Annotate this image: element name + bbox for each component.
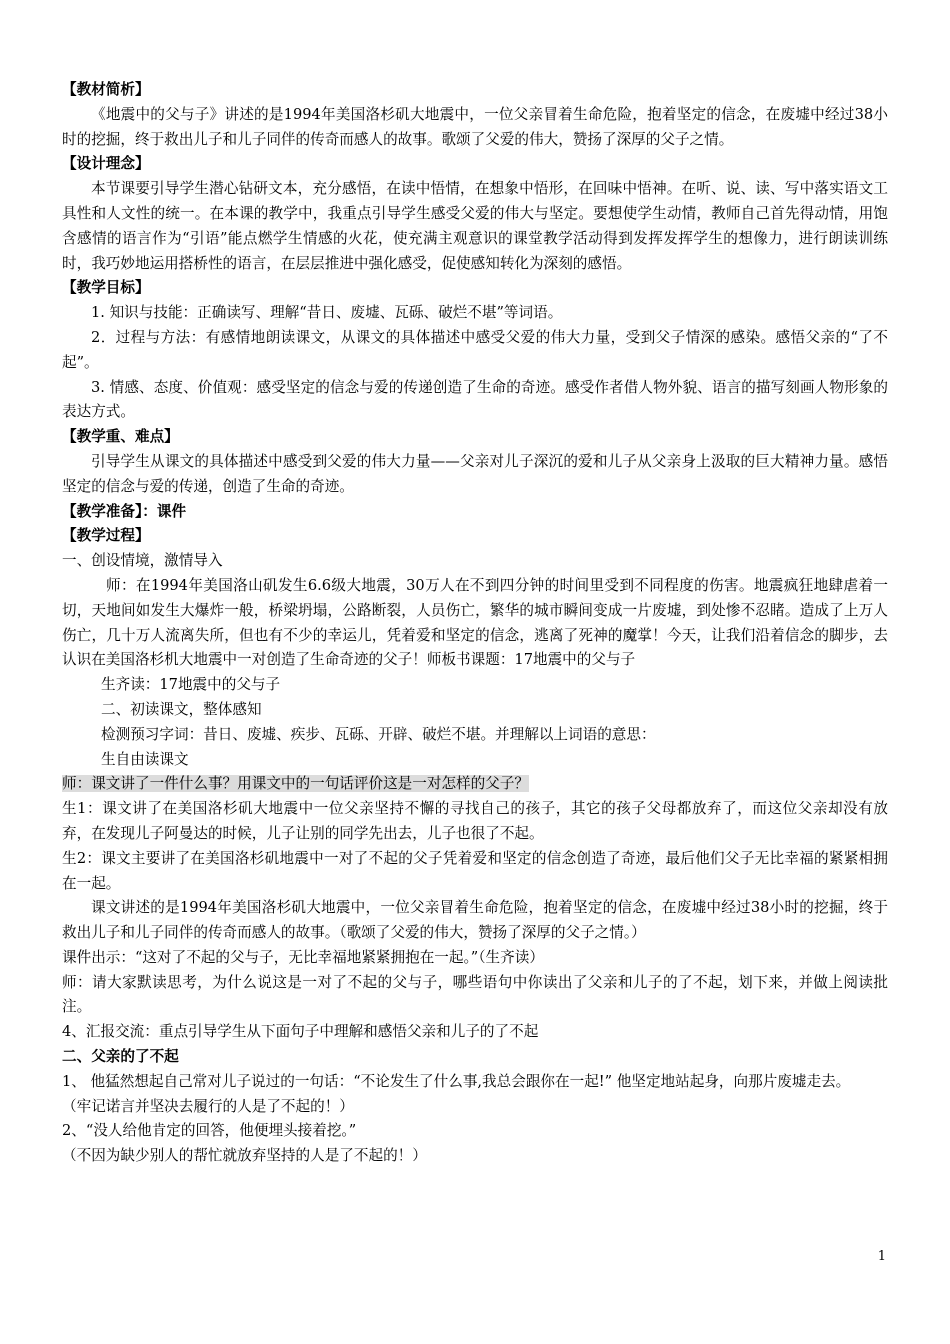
teacher-question-line xyxy=(62,772,888,797)
step-1-heading: 一、创设情境，激情导入 xyxy=(62,552,223,570)
teaching-goal-3: 3. 情感、态度、价值观：感受坚定的信念与爱的传递创造了生命的奇迹。感受作者借人物外貌、语言的描写刻画人物形象的表达方式。 xyxy=(62,378,888,421)
step-1-paragraph: 师：在1994年美国洛山矶发生6.6级大地震，30万人在不到四分钟的时间里受到不同程度的伤害。地震疯狂地肆虐着一切，天地间如发生大爆炸一般，桥梁坍塌，公路断裂，人员伤亡，繁华的城市瞬间变成一片废墟，到处惨不忍睹。造成了上万人伤亡，几十万人流离失所，但也有不少的幸运儿，凭着爱和坚定的信念，逃离了死神的魔掌！今天，让我们沿着信念的脚步，去认识在美国洛杉机大地震中一对创造了生命奇迹的父子！师板书课题：17地震中的父与子 xyxy=(62,576,888,669)
section-title-preparation: 【教学准备】：课件 xyxy=(62,502,187,520)
section-title-key-points: 【教学重、难点】 xyxy=(62,428,179,446)
read-all-line: 生齐读：17地震中的父与子 xyxy=(101,676,281,694)
section-title-textbook-analysis: 【教材简析】 xyxy=(62,81,150,98)
preview-words-line: 检测预习字词：昔日、废墟、疾步、瓦砾、开辟、破烂不堪。并理解以上词语的意思： xyxy=(101,725,656,743)
design-concept-paragraph: 本节课要引导学生潜心钻研文本，充分感悟，在读中悟情，在想象中悟形，在回味中悟神。在听、说、读、写中落实语文工具性和人文性的统一。在本课的教学中，我重点引导学生感受父爱的伟大与坚定。要想使学生动情，教师自己首先得动情，用饱含感情的语言作为“引语”能点燃学生情感的火花，使充满主观意识的课堂教学活动得到发挥发挥学生的想像力，进行朗读训练时，我巧妙地运用搭桥性的语言，在层层推进中强化感受，促使感知转化为深刻的感悟。 xyxy=(62,180,888,272)
page-number: 1 xyxy=(877,1249,886,1264)
student-1-answer: 生1：课文讲了在美国洛杉矶大地震中一位父亲坚持不懈的寻找自己的孩子，其它的孩子父母都放弃了，而这位父亲却没有放弃，在发现儿子阿曼达的时候，儿子让别的同学先出去，儿子也很了不起。 xyxy=(62,800,888,842)
part-2-title: 二、父亲的了不起 xyxy=(62,1048,179,1066)
summary-paragraph: 课文讲述的是1994年美国洛杉矶大地震中，一位父亲冒着生命危险，抱着坚定的信念，在废墟中经过38小时的挖掘，终于救出儿子和儿子同伴的传奇而感人的故事。（歌颂了父爱的伟大，赞扬了深厚的父子之情。） xyxy=(62,899,888,942)
courseware-line: 课件出示：“这对了不起的父与子，无比幸福地紧紧拥抱在一起。”（生齐读） xyxy=(62,948,544,966)
section-title-design-concept: 【设计理念】 xyxy=(62,155,150,173)
step-2-heading: 二、初读课文，整体感知 xyxy=(101,700,262,718)
key-points-paragraph: 引导学生从课文的具体描述中感受到父爱的伟大力量——父亲对儿子深沉的爱和儿子从父亲身上汲取的巨大精神力量。感悟坚定的信念与爱的传递，创造了生命的奇迹。 xyxy=(62,452,888,495)
teaching-goal-2: 2．过程与方法：有感情地朗读课文，从课文的具体描述中感受父爱的伟大力量，受到父子情深的感染。感悟父亲的“了不起”。 xyxy=(62,328,888,371)
highlighted-question: 师：课文讲了一件什么事？用课文中的一句话评价这是一对怎样的父子？ xyxy=(62,775,530,793)
teaching-goal-1: 1. 知识与技能：正确读写、理解“昔日、废墟、瓦砾、破烂不堪”等词语。 xyxy=(91,304,563,322)
document-page xyxy=(62,78,888,1169)
item-1: 1、 他猛然想起自己常对儿子说过的一句话：“不论发生了什么事,我总会跟你在一起!” 他坚定地站起身，向那片废墟走去。 xyxy=(62,1072,851,1090)
section-title-process: 【教学过程】 xyxy=(62,527,150,545)
report-line: 4、汇报交流：重点引导学生从下面句子中理解和感悟父亲和儿子的了不起 xyxy=(62,1023,539,1041)
item-1-note: （牢记诺言并坚决去履行的人是了不起的！） xyxy=(62,1097,354,1115)
textbook-analysis-paragraph: 《地震中的父与子》讲述的是1994年美国洛杉矶大地震中，一位父亲冒着生命危险，抱着坚定的信念，在废墟中经过38小时的挖掘，终于救出儿子和儿子同伴的传奇而感人的故事。歌颂了父爱的伟大，赞扬了深厚的父子之情。 xyxy=(62,105,888,148)
item-2-note: （不因为缺少别人的帮忙就放弃坚持的人是了不起的！） xyxy=(62,1147,427,1165)
teacher-reading-instruction: 师：请大家默读思考，为什么说这是一对了不起的父与子，哪些语句中你读出了父亲和儿子的了不起，划下来，并做上阅读批注。 xyxy=(62,973,888,1016)
section-title-teaching-goals: 【教学目标】 xyxy=(62,279,150,297)
item-2: 2、“没人给他肯定的回答，他便埋头接着挖。” xyxy=(62,1122,357,1140)
student-2-answer: 生2：课文主要讲了在美国洛杉矶地震中一对了不起的父子凭着爱和坚定的信念创造了奇迹，最后他们父子无比幸福的紧紧相拥在一起。 xyxy=(62,849,888,892)
free-read-line: 生自由读课文 xyxy=(101,750,189,768)
